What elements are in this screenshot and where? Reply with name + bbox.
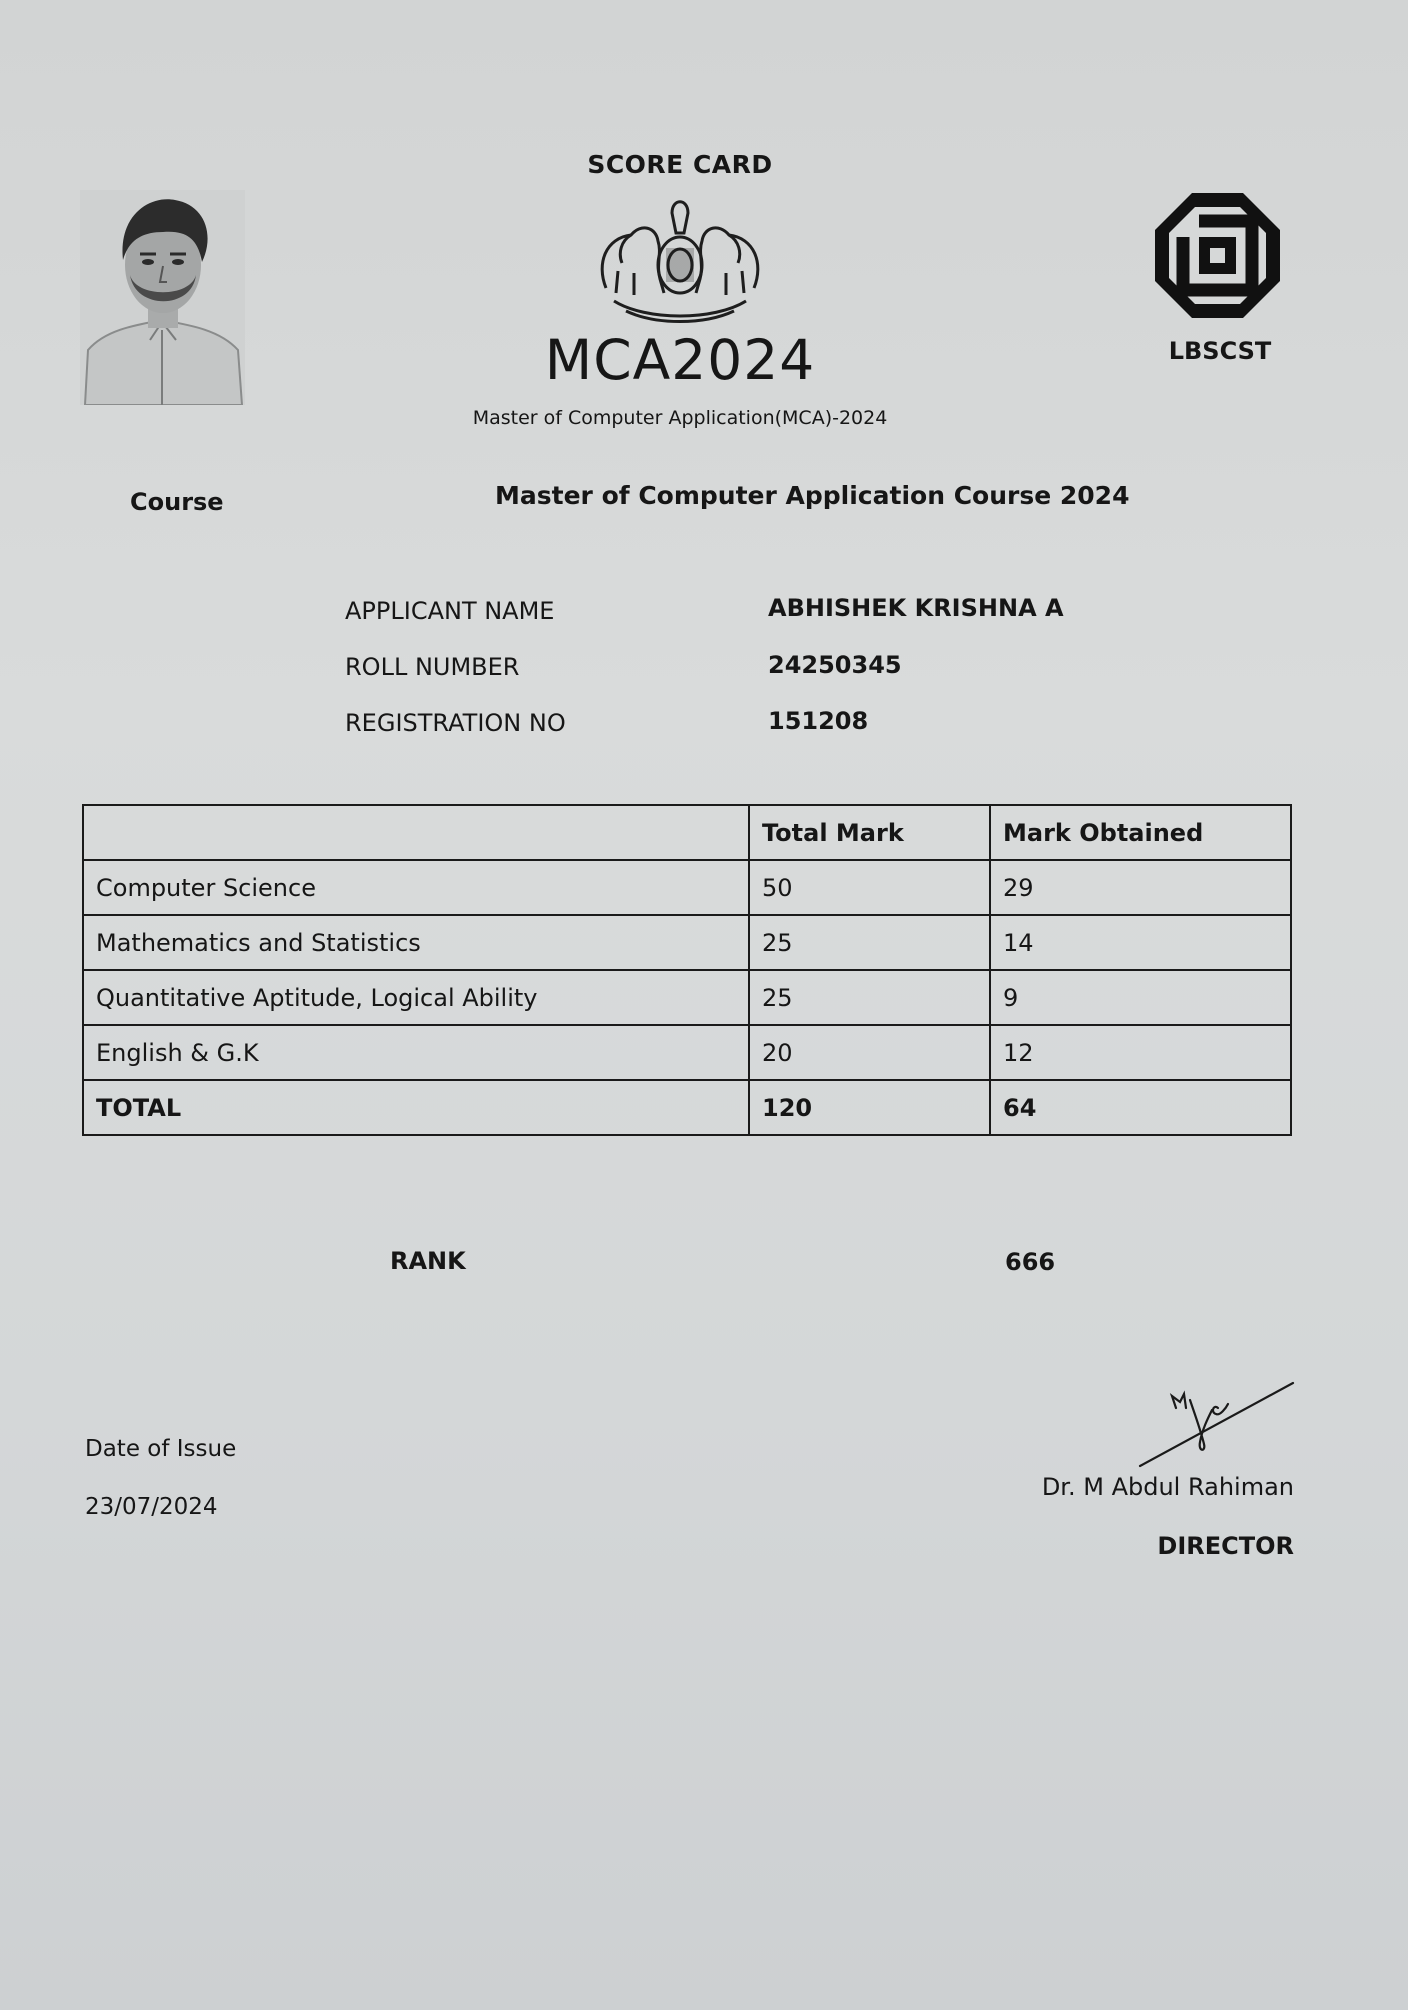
course-name: Master of Computer Application Course 2024 (495, 481, 1130, 510)
signatory-title: DIRECTOR (1157, 1532, 1294, 1560)
course-label: Course (130, 488, 224, 516)
mark-obtained-cell: 9 (990, 970, 1291, 1025)
rank-label: RANK (390, 1247, 466, 1275)
registration-no-label: REGISTRATION NO (345, 709, 566, 737)
total-mark-cell: 50 (749, 860, 990, 915)
table-total-row (83, 1080, 1291, 1135)
rank-value: 666 (1005, 1248, 1056, 1276)
date-of-issue-value: 23/07/2024 (85, 1494, 218, 1520)
roll-number-label: ROLL NUMBER (345, 653, 520, 681)
lbscst-logo-icon (1155, 193, 1280, 318)
subject-cell: Quantitative Aptitude, Logical Ability (83, 970, 749, 1025)
signatory-name: Dr. M Abdul Rahiman (1041, 1473, 1294, 1501)
applicant-name-value: ABHISHEK KRISHNA A (768, 594, 1064, 622)
total-mark-sum-cell: 120 (749, 1080, 990, 1135)
subject-cell: Mathematics and Statistics (83, 915, 749, 970)
table-header-total-mark: Total Mark (749, 805, 990, 860)
exam-subtitle: Master of Computer Application(MCA)-2024 (472, 407, 888, 429)
lbscst-label: LBSCST (1168, 337, 1272, 365)
registration-no-value: 151208 (768, 707, 869, 735)
signature-icon (1130, 1378, 1305, 1468)
total-mark-cell: 25 (749, 970, 990, 1025)
state-emblem-icon (586, 193, 774, 323)
table-row (83, 915, 1291, 970)
page-title: SCORE CARD (587, 150, 773, 179)
table-row (83, 970, 1291, 1025)
mark-obtained-cell: 12 (990, 1025, 1291, 1080)
marks-table (82, 804, 1292, 1136)
subject-cell: English & G.K (83, 1025, 749, 1080)
table-header-mark-obtained: Mark Obtained (990, 805, 1291, 860)
mark-obtained-cell: 14 (990, 915, 1291, 970)
date-of-issue-label: Date of Issue (85, 1436, 237, 1462)
roll-number-value: 24250345 (768, 651, 902, 679)
total-mark-cell: 25 (749, 915, 990, 970)
applicant-photo (80, 190, 245, 405)
table-row (83, 1025, 1291, 1080)
total-label-cell: TOTAL (83, 1080, 749, 1135)
mark-obtained-cell: 29 (990, 860, 1291, 915)
total-mark-cell: 20 (749, 1025, 990, 1080)
table-header-subject (83, 805, 749, 860)
table-row (83, 860, 1291, 915)
table-header-row (83, 805, 1291, 860)
applicant-name-label: APPLICANT NAME (345, 597, 555, 625)
subject-cell: Computer Science (83, 860, 749, 915)
exam-code: MCA2024 (544, 328, 816, 392)
mark-obtained-sum-cell: 64 (990, 1080, 1291, 1135)
